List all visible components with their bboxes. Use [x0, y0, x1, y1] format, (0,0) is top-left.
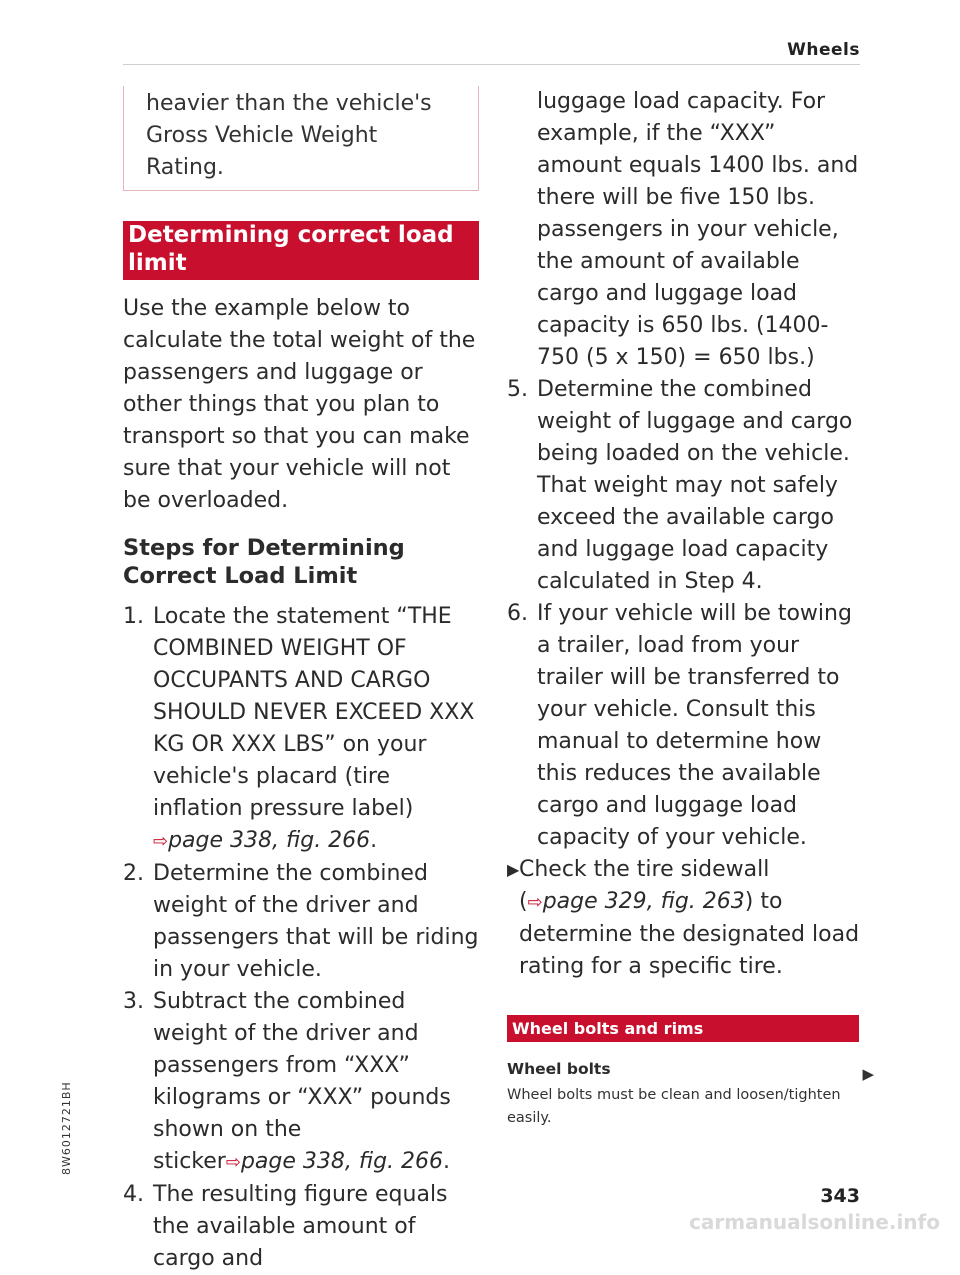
- list-item: [123, 858, 479, 986]
- step-text: Locate the statement “THE COMBINED WEIGHT OF OCCUPANTS AND CARGO SHOULD NEVER EXCEED XXX KG OR XXX LBS” on your vehicle's placard (tire inflation pressure label): [153, 604, 475, 821]
- document-code: 8W6012721BH: [60, 1081, 73, 1175]
- list-item: [123, 601, 479, 858]
- continue-arrow-icon: ▶: [862, 1065, 874, 1083]
- intro-paragraph: Use the example below to calculate the total weight of the passengers and luggage or other things that you plan to transport so that you can make sure that your vehicle will not be overloaded.: [123, 296, 476, 513]
- reference-text[interactable]: page 338, fig. 266: [168, 828, 371, 853]
- steps-list: [123, 601, 479, 1275]
- step-suffix: .: [370, 828, 378, 853]
- step-text: The resulting figure equals the available amount of cargo and: [153, 1182, 448, 1271]
- step-suffix: .: [443, 1149, 451, 1174]
- header-divider: [123, 64, 860, 65]
- steps-heading: Steps for Determining Correct Load Limit: [123, 535, 405, 589]
- arrow-right-icon: ⇨: [527, 892, 543, 913]
- step-text: Subtract the combined weight of the driver and passengers from “XXX” kilograms or “XXX” pounds shown on the sticker: [153, 989, 451, 1174]
- page-reference-link[interactable]: [153, 828, 370, 853]
- step-number: 3.: [123, 989, 144, 1014]
- bullet-text: Check the tire sidewall (: [519, 857, 770, 914]
- wheel-bolts-heading: Wheel bolts: [507, 1060, 611, 1078]
- page-reference-link[interactable]: [226, 1149, 443, 1174]
- step-text: Determine the combined weight of luggage and cargo being loaded on the vehicle. That weight may not safely exceed the available cargo and luggage load capacity calculated in Step 4.: [537, 377, 853, 594]
- right-column: [507, 86, 860, 1130]
- triangle-bullet-icon: ▶: [507, 860, 520, 879]
- step-text: If your vehicle will be towing a trailer, load from your trailer will be transferred to your vehicle. Consult this manual to determine how this reduces the available cargo and luggage load capacity of your vehicle.: [537, 601, 852, 850]
- warning-line: heavier than the vehicle's: [146, 91, 432, 116]
- step-number: 4.: [123, 1182, 144, 1207]
- list-item: [507, 598, 860, 854]
- wheel-section-heading: Wheel bolts and rims: [507, 1015, 859, 1042]
- bullet-text-end: ) to determine the designated load rating for a specific tire.: [519, 889, 860, 979]
- step-number: 2.: [123, 861, 144, 886]
- watermark: carmanualsonline.info: [689, 1210, 940, 1234]
- running-header: Wheels: [787, 40, 860, 60]
- step-number: 6.: [507, 601, 528, 626]
- warning-box: [123, 86, 479, 191]
- arrow-right-icon: ⇨: [225, 1152, 241, 1173]
- list-item: [507, 374, 860, 598]
- bullet-instruction: [507, 854, 860, 983]
- list-item: [123, 986, 479, 1179]
- section-heading: Determining correct load limit: [123, 221, 479, 280]
- reference-text[interactable]: page 329, fig. 263: [542, 889, 745, 914]
- page-number: 343: [820, 1185, 860, 1207]
- step-number: 1.: [123, 604, 144, 629]
- arrow-right-icon: ⇨: [153, 831, 169, 852]
- list-item: [123, 1179, 479, 1275]
- page-reference-link[interactable]: [528, 889, 745, 914]
- reference-text[interactable]: page 338, fig. 266: [240, 1149, 444, 1174]
- left-column: [123, 86, 479, 1275]
- warning-line: Gross Vehicle Weight Rating.: [146, 123, 378, 180]
- step-number: 5.: [507, 377, 528, 402]
- step-continuation: luggage load capacity. For example, if the “XXX” amount equals 1400 lbs. and there will be five 150 lbs. passengers in your vehicle, the amount of available cargo and luggage load capacity is 650 lbs. (1400-750 (5 x 150) = 650 lbs.): [537, 89, 859, 370]
- steps-list-continued: [507, 374, 860, 854]
- wheel-bolts-text: Wheel bolts must be clean and loosen/tighten easily.: [507, 1087, 841, 1126]
- step-text: Determine the combined weight of the driver and passengers that will be riding in your vehicle.: [153, 861, 479, 982]
